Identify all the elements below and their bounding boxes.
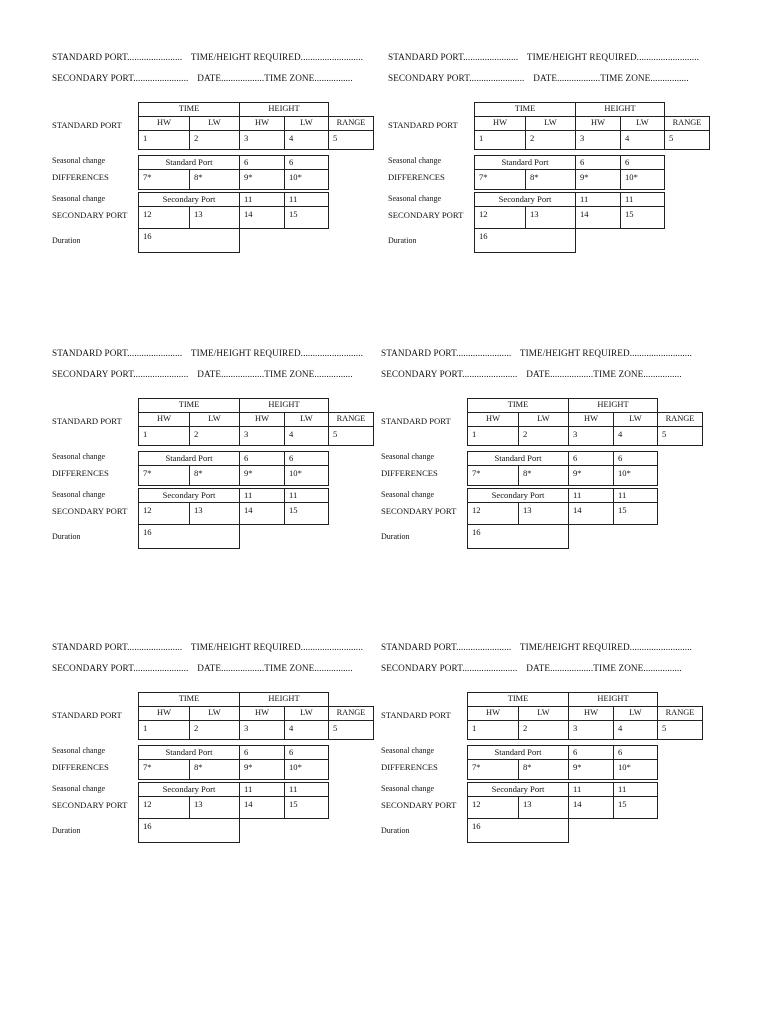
height-lw-header: LW: [613, 412, 658, 427]
cell-13[interactable]: 13: [518, 796, 569, 819]
time-hw-header: HW: [467, 706, 519, 721]
cell-6-hw[interactable]: 6: [239, 745, 285, 760]
seasonal-change-label-2: Seasonal change: [52, 490, 106, 499]
time-height-required-field[interactable]: TIME/HEIGHT REQUIRED..........................: [519, 348, 692, 358]
standard-port-field[interactable]: STANDARD PORT.......................: [381, 642, 512, 652]
cell-12[interactable]: 12: [138, 206, 190, 229]
cell-7[interactable]: 7*: [467, 759, 519, 780]
date-field[interactable]: DATE..................: [197, 663, 265, 673]
differences-label: DIFFERENCES: [388, 172, 445, 182]
cell-10[interactable]: 10*: [613, 465, 658, 486]
cell-6-lw[interactable]: 6: [613, 451, 658, 466]
height-hw-header: HW: [239, 412, 285, 427]
cell-4[interactable]: 4: [613, 426, 658, 446]
cell-1[interactable]: 1: [138, 130, 190, 150]
cell-11-lw[interactable]: 11: [284, 782, 329, 797]
time-zone-field[interactable]: TIME ZONE................: [593, 369, 682, 379]
header-line-1: [52, 52, 363, 62]
cell-11-hw[interactable]: 11: [568, 488, 614, 503]
tide-form-6: [381, 642, 721, 862]
standard-port-field[interactable]: STANDARD PORT.......................: [52, 52, 183, 62]
height-hw-header: HW: [239, 116, 285, 131]
cell-5[interactable]: 5: [328, 720, 374, 740]
cell-3[interactable]: 3: [239, 720, 285, 740]
cell-10[interactable]: 10*: [284, 759, 329, 780]
cell-14[interactable]: 14: [239, 502, 285, 525]
tide-form-5: [52, 642, 392, 862]
seasonal-change-label-2: Seasonal change: [381, 784, 435, 793]
cell-15[interactable]: 15: [284, 206, 329, 229]
secondary-port-field[interactable]: SECONDARY PORT.......................: [52, 663, 189, 673]
time-zone-field[interactable]: TIME ZONE................: [593, 663, 682, 673]
cell-8[interactable]: 8*: [518, 465, 569, 486]
time-lw-header: LW: [189, 706, 240, 721]
seasonal-change-label: Seasonal change: [381, 746, 435, 755]
cell-11-lw[interactable]: 11: [284, 488, 329, 503]
header-line-1: [52, 642, 363, 652]
time-height-required-field[interactable]: TIME/HEIGHT REQUIRED..........................: [519, 642, 692, 652]
cell-13[interactable]: 13: [189, 796, 240, 819]
cell-12[interactable]: 12: [467, 502, 519, 525]
height-header: HEIGHT: [239, 398, 329, 413]
standard-port-label: STANDARD PORT: [52, 416, 122, 426]
cell-3[interactable]: 3: [568, 426, 614, 446]
cell-10[interactable]: 10*: [284, 465, 329, 486]
height-header: HEIGHT: [575, 102, 665, 117]
cell-9[interactable]: 9*: [568, 465, 614, 486]
cell-2[interactable]: 2: [518, 720, 569, 740]
seasonal-change-label-2: Seasonal change: [388, 194, 442, 203]
cell-12[interactable]: 12: [474, 206, 526, 229]
date-field[interactable]: DATE..................: [197, 73, 265, 83]
header-line-2: [52, 73, 353, 83]
header-line-2: [381, 369, 682, 379]
height-hw-header: HW: [568, 706, 614, 721]
differences-label: DIFFERENCES: [381, 468, 438, 478]
range-header: RANGE: [328, 116, 374, 131]
cell-2[interactable]: 2: [189, 130, 240, 150]
cell-7[interactable]: 7*: [467, 465, 519, 486]
cell-16[interactable]: 16: [138, 818, 240, 843]
height-header: HEIGHT: [568, 692, 658, 707]
cell-4[interactable]: 4: [284, 720, 329, 740]
secondary-port-label: SECONDARY PORT: [52, 210, 128, 220]
time-height-required-field[interactable]: TIME/HEIGHT REQUIRED..........................: [190, 642, 363, 652]
tide-form-1: [52, 52, 392, 272]
time-header: TIME: [467, 692, 569, 707]
header-line-2: [52, 663, 353, 673]
standard-port-span: Standard Port: [467, 451, 569, 466]
duration-label: Duration: [381, 826, 410, 835]
cell-6-hw[interactable]: 6: [568, 451, 614, 466]
cell-9[interactable]: 9*: [575, 169, 621, 190]
time-hw-header: HW: [138, 412, 190, 427]
standard-port-label: STANDARD PORT: [381, 710, 451, 720]
seasonal-change-label: Seasonal change: [52, 746, 106, 755]
cell-14[interactable]: 14: [239, 796, 285, 819]
standard-port-label: STANDARD PORT: [388, 120, 458, 130]
cell-2[interactable]: 2: [518, 426, 569, 446]
cell-9[interactable]: 9*: [239, 759, 285, 780]
secondary-port-field[interactable]: SECONDARY PORT.......................: [52, 73, 189, 83]
cell-5[interactable]: 5: [328, 130, 374, 150]
seasonal-change-label-2: Seasonal change: [52, 194, 106, 203]
cell-12[interactable]: 12: [138, 502, 190, 525]
cell-7[interactable]: 7*: [138, 169, 190, 190]
header-line-1: [381, 348, 692, 358]
cell-8[interactable]: 8*: [189, 759, 240, 780]
time-lw-header: LW: [518, 706, 569, 721]
cell-10[interactable]: 10*: [620, 169, 665, 190]
cell-6-lw[interactable]: 6: [284, 451, 329, 466]
secondary-port-field[interactable]: SECONDARY PORT.......................: [381, 663, 518, 673]
cell-15[interactable]: 15: [284, 796, 329, 819]
cell-3[interactable]: 3: [568, 720, 614, 740]
cell-8[interactable]: 8*: [189, 465, 240, 486]
standard-port-span: Standard Port: [138, 745, 240, 760]
secondary-port-field[interactable]: SECONDARY PORT.......................: [52, 369, 189, 379]
standard-port-field[interactable]: STANDARD PORT.......................: [381, 348, 512, 358]
time-zone-field[interactable]: TIME ZONE................: [264, 369, 353, 379]
standard-port-span: Standard Port: [138, 451, 240, 466]
cell-1[interactable]: 1: [138, 720, 190, 740]
duration-label: Duration: [388, 236, 417, 245]
range-header: RANGE: [328, 706, 374, 721]
cell-2[interactable]: 2: [525, 130, 576, 150]
height-lw-header: LW: [284, 706, 329, 721]
secondary-port-label: SECONDARY PORT: [381, 506, 457, 516]
cell-5[interactable]: 5: [657, 720, 703, 740]
cell-6-hw[interactable]: 6: [239, 451, 285, 466]
cell-4[interactable]: 4: [613, 720, 658, 740]
cell-1[interactable]: 1: [138, 426, 190, 446]
range-header: RANGE: [328, 412, 374, 427]
time-header: TIME: [138, 398, 240, 413]
height-lw-header: LW: [620, 116, 665, 131]
height-lw-header: LW: [613, 706, 658, 721]
time-header: TIME: [474, 102, 576, 117]
cell-1[interactable]: 1: [467, 426, 519, 446]
cell-9[interactable]: 9*: [239, 465, 285, 486]
cell-6-lw[interactable]: 6: [284, 155, 329, 170]
cell-15[interactable]: 15: [620, 206, 665, 229]
cell-14[interactable]: 14: [575, 206, 621, 229]
cell-11-lw[interactable]: 11: [284, 192, 329, 207]
cell-14[interactable]: 14: [568, 796, 614, 819]
differences-label: DIFFERENCES: [381, 762, 438, 772]
header-line-2: [381, 663, 682, 673]
seasonal-change-label: Seasonal change: [381, 452, 435, 461]
cell-11-hw[interactable]: 11: [239, 192, 285, 207]
cell-6-lw[interactable]: 6: [613, 745, 658, 760]
secondary-port-span: Secondary Port: [467, 782, 569, 797]
secondary-port-label: SECONDARY PORT: [388, 210, 464, 220]
cell-8[interactable]: 8*: [189, 169, 240, 190]
cell-11-hw[interactable]: 11: [568, 782, 614, 797]
duration-label: Duration: [52, 826, 81, 835]
height-hw-header: HW: [575, 116, 621, 131]
date-field[interactable]: DATE..................: [197, 369, 265, 379]
time-height-required-field[interactable]: TIME/HEIGHT REQUIRED..........................: [190, 348, 363, 358]
time-hw-header: HW: [138, 116, 190, 131]
cell-10[interactable]: 10*: [613, 759, 658, 780]
time-zone-field[interactable]: TIME ZONE................: [600, 73, 689, 83]
secondary-port-label: SECONDARY PORT: [52, 800, 128, 810]
cell-7[interactable]: 7*: [138, 465, 190, 486]
cell-9[interactable]: 9*: [239, 169, 285, 190]
tide-form-4: [381, 348, 721, 568]
height-hw-header: HW: [239, 706, 285, 721]
cell-11-lw[interactable]: 11: [613, 782, 658, 797]
secondary-port-span: Secondary Port: [138, 192, 240, 207]
cell-14[interactable]: 14: [568, 502, 614, 525]
height-lw-header: LW: [284, 412, 329, 427]
cell-3[interactable]: 3: [239, 130, 285, 150]
cell-5[interactable]: 5: [328, 426, 374, 446]
time-zone-field[interactable]: TIME ZONE................: [264, 73, 353, 83]
secondary-port-span: Secondary Port: [467, 488, 569, 503]
cell-14[interactable]: 14: [239, 206, 285, 229]
cell-5[interactable]: 5: [657, 426, 703, 446]
cell-7[interactable]: 7*: [474, 169, 526, 190]
cell-8[interactable]: 8*: [525, 169, 576, 190]
cell-16[interactable]: 16: [467, 524, 569, 549]
time-hw-header: HW: [474, 116, 526, 131]
cell-4[interactable]: 4: [284, 426, 329, 446]
time-lw-header: LW: [189, 116, 240, 131]
time-header: TIME: [138, 692, 240, 707]
cell-13[interactable]: 13: [525, 206, 576, 229]
cell-2[interactable]: 2: [189, 720, 240, 740]
secondary-port-span: Secondary Port: [138, 488, 240, 503]
time-height-required-field[interactable]: TIME/HEIGHT REQUIRED..........................: [526, 52, 699, 62]
secondary-port-label: SECONDARY PORT: [381, 800, 457, 810]
cell-11-hw[interactable]: 11: [239, 782, 285, 797]
standard-port-span: Standard Port: [138, 155, 240, 170]
differences-label: DIFFERENCES: [52, 468, 109, 478]
cell-12[interactable]: 12: [138, 796, 190, 819]
secondary-port-field[interactable]: SECONDARY PORT.......................: [388, 73, 525, 83]
standard-port-label: STANDARD PORT: [52, 710, 122, 720]
cell-11-lw[interactable]: 11: [620, 192, 665, 207]
cell-11-hw[interactable]: 11: [575, 192, 621, 207]
height-header: HEIGHT: [239, 102, 329, 117]
cell-2[interactable]: 2: [189, 426, 240, 446]
cell-15[interactable]: 15: [613, 796, 658, 819]
cell-13[interactable]: 13: [189, 502, 240, 525]
cell-1[interactable]: 1: [467, 720, 519, 740]
cell-13[interactable]: 13: [189, 206, 240, 229]
cell-4[interactable]: 4: [620, 130, 665, 150]
cell-6-hw[interactable]: 6: [568, 745, 614, 760]
date-field[interactable]: DATE..................: [526, 369, 594, 379]
time-hw-header: HW: [467, 412, 519, 427]
cell-12[interactable]: 12: [467, 796, 519, 819]
seasonal-change-label-2: Seasonal change: [381, 490, 435, 499]
time-lw-header: LW: [525, 116, 576, 131]
time-zone-field[interactable]: TIME ZONE................: [264, 663, 353, 673]
range-header: RANGE: [664, 116, 710, 131]
time-height-required-field[interactable]: TIME/HEIGHT REQUIRED..........................: [190, 52, 363, 62]
cell-8[interactable]: 8*: [518, 759, 569, 780]
standard-port-span: Standard Port: [474, 155, 576, 170]
cell-16[interactable]: 16: [138, 524, 240, 549]
cell-16[interactable]: 16: [138, 228, 240, 253]
secondary-port-span: Secondary Port: [138, 782, 240, 797]
standard-port-label: STANDARD PORT: [381, 416, 451, 426]
standard-port-field[interactable]: STANDARD PORT.......................: [388, 52, 519, 62]
time-lw-header: LW: [189, 412, 240, 427]
differences-label: DIFFERENCES: [52, 762, 109, 772]
duration-label: Duration: [381, 532, 410, 541]
height-header: HEIGHT: [239, 692, 329, 707]
cell-15[interactable]: 15: [613, 502, 658, 525]
height-header: HEIGHT: [568, 398, 658, 413]
height-hw-header: HW: [568, 412, 614, 427]
seasonal-change-label: Seasonal change: [52, 452, 106, 461]
standard-port-span: Standard Port: [467, 745, 569, 760]
cell-15[interactable]: 15: [284, 502, 329, 525]
seasonal-change-label: Seasonal change: [388, 156, 442, 165]
cell-6-hw[interactable]: 6: [575, 155, 621, 170]
cell-6-lw[interactable]: 6: [284, 745, 329, 760]
time-hw-header: HW: [138, 706, 190, 721]
date-field[interactable]: DATE..................: [533, 73, 601, 83]
cell-1[interactable]: 1: [474, 130, 526, 150]
tide-form-2: [388, 52, 728, 272]
tide-form-3: [52, 348, 392, 568]
range-header: RANGE: [657, 412, 703, 427]
height-lw-header: LW: [284, 116, 329, 131]
seasonal-change-label-2: Seasonal change: [52, 784, 106, 793]
cell-3[interactable]: 3: [239, 426, 285, 446]
header-line-1: [381, 642, 692, 652]
secondary-port-span: Secondary Port: [474, 192, 576, 207]
cell-16[interactable]: 16: [474, 228, 576, 253]
cell-10[interactable]: 10*: [284, 169, 329, 190]
standard-port-field[interactable]: STANDARD PORT.......................: [52, 642, 183, 652]
cell-11-lw[interactable]: 11: [613, 488, 658, 503]
cell-6-hw[interactable]: 6: [239, 155, 285, 170]
cell-11-hw[interactable]: 11: [239, 488, 285, 503]
range-header: RANGE: [657, 706, 703, 721]
cell-9[interactable]: 9*: [568, 759, 614, 780]
duration-label: Duration: [52, 236, 81, 245]
cell-7[interactable]: 7*: [138, 759, 190, 780]
duration-label: Duration: [52, 532, 81, 541]
date-field[interactable]: DATE..................: [526, 663, 594, 673]
cell-16[interactable]: 16: [467, 818, 569, 843]
header-line-1: [52, 348, 363, 358]
seasonal-change-label: Seasonal change: [52, 156, 106, 165]
cell-5[interactable]: 5: [664, 130, 710, 150]
cell-6-lw[interactable]: 6: [620, 155, 665, 170]
secondary-port-field[interactable]: SECONDARY PORT.......................: [381, 369, 518, 379]
time-header: TIME: [467, 398, 569, 413]
standard-port-field[interactable]: STANDARD PORT.......................: [52, 348, 183, 358]
cell-13[interactable]: 13: [518, 502, 569, 525]
cell-4[interactable]: 4: [284, 130, 329, 150]
time-header: TIME: [138, 102, 240, 117]
secondary-port-label: SECONDARY PORT: [52, 506, 128, 516]
time-lw-header: LW: [518, 412, 569, 427]
differences-label: DIFFERENCES: [52, 172, 109, 182]
header-line-2: [52, 369, 353, 379]
cell-3[interactable]: 3: [575, 130, 621, 150]
header-line-2: [388, 73, 689, 83]
standard-port-label: STANDARD PORT: [52, 120, 122, 130]
header-line-1: [388, 52, 699, 62]
